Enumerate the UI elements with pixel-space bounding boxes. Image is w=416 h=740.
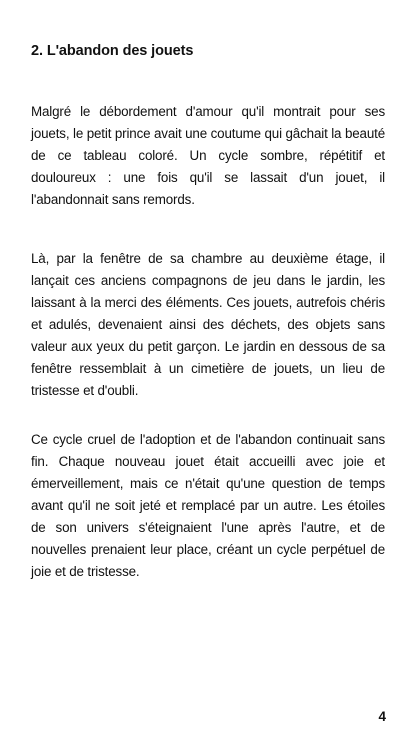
paragraph-2: Là, par la fenêtre de sa chambre au deuxième étage, il lançait ces anciens compagnons de jeu dans le jardin, les laissant à la merci des éléments. Ces jouets, autrefois chéris et adulés, devenaient ainsi des déchets, des objets sans valeur aux yeux du petit garçon. Le jardin en dessous de sa fenêtre ressemblait à un cimetière de jouets, un lieu de tristesse et d'oubli.: [31, 251, 385, 398]
page-number: 4: [378, 709, 386, 724]
paragraph-3: Ce cycle cruel de l'adoption et de l'abandon continuait sans fin. Chaque nouveau jouet était accueilli avec joie et émerveillement, mais ce n'était qu'une question de temps avant qu'il ne soit jeté et remplacé par un autre. Les étoiles de son univers s'éteignaient l'une après l'autre, et de nouvelles prenaient leur place, créant un cycle perpétuel de joie et de tristesse.: [31, 432, 385, 579]
paragraph-1: Malgré le débordement d'amour qu'il montrait pour ses jouets, le petit prince avait une coutume qui gâchait la beauté de ce tableau coloré. Un cycle sombre, répétitif et douloureux : une fois qu'il se lassait d'un jouet, il l'abandonnait sans remords.: [31, 104, 385, 207]
section-title: 2. L'abandon des jouets: [31, 43, 194, 59]
